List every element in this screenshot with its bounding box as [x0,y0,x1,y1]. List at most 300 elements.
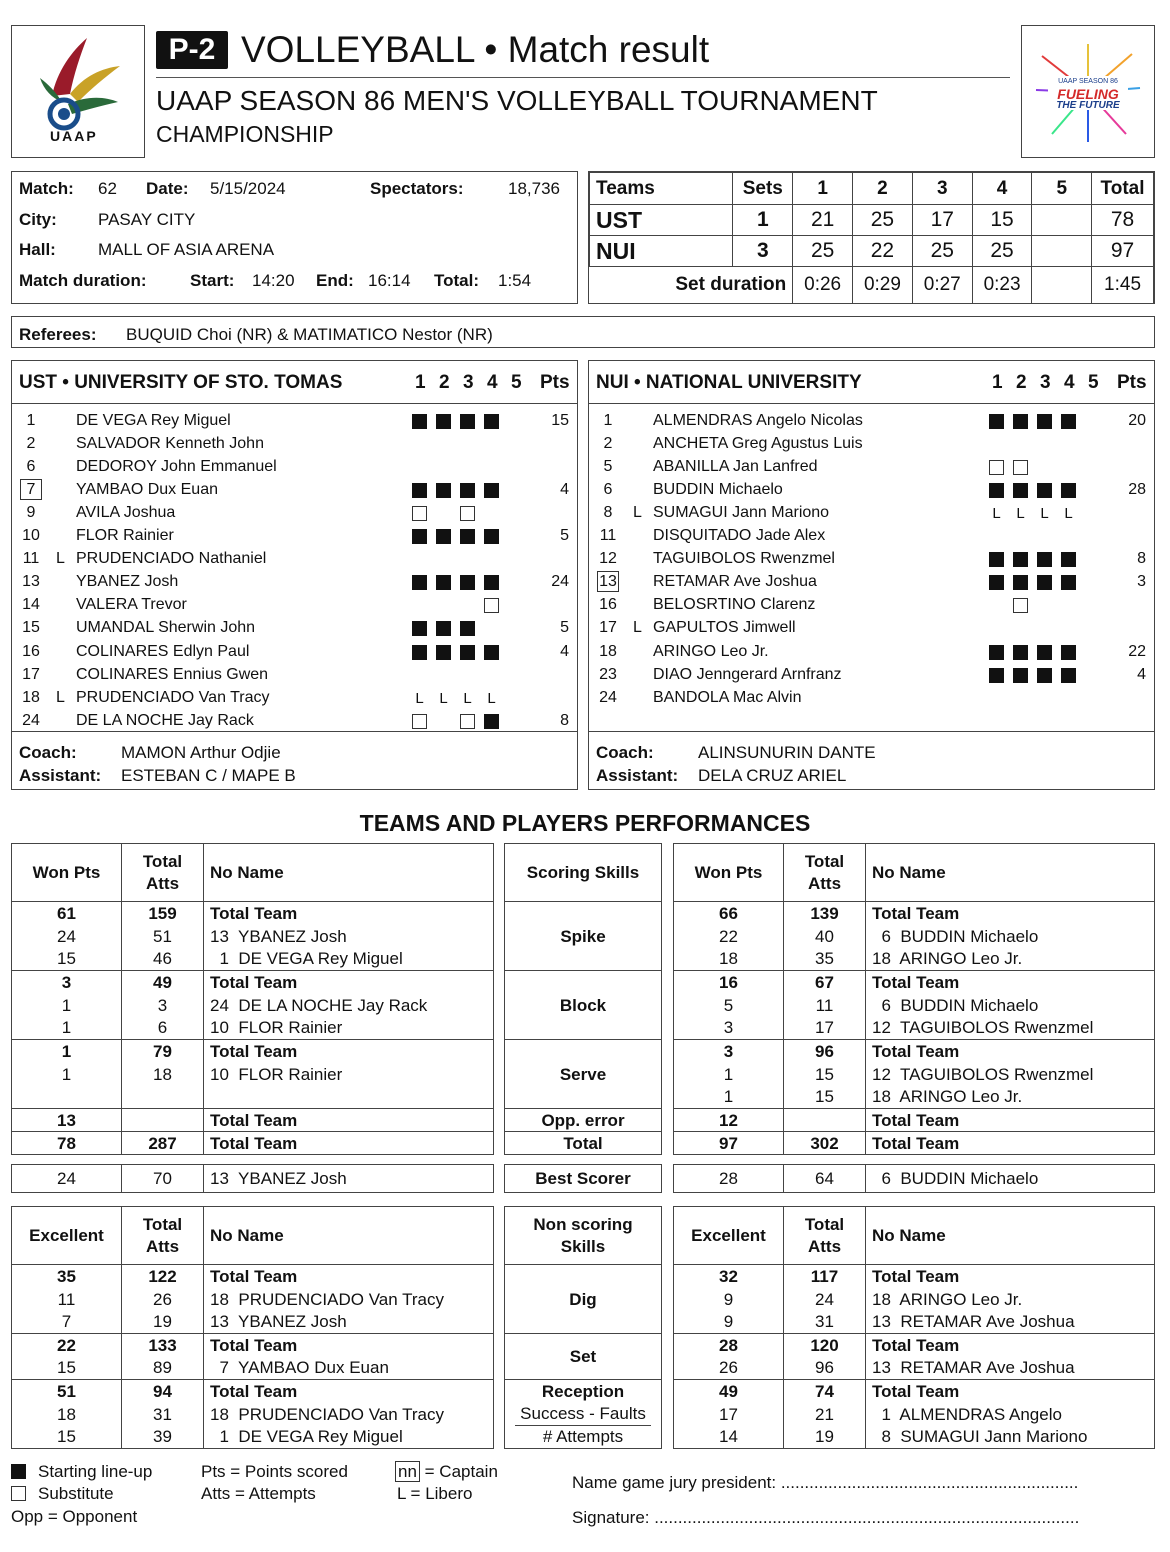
libero-flag: L [633,619,642,637]
starter-square-icon [1037,414,1052,429]
skill-row [505,1109,662,1132]
player-number: 9 [26,504,36,522]
set-duration-3: 0:27 [912,267,972,304]
stat-player: 13 RETAMAR Ave Joshua [866,1311,1155,1334]
stat-attempts: 15 [784,1086,866,1109]
skill-name: Spike [505,902,662,971]
page-title: VOLLEYBALL • Match result [241,29,710,70]
set-duration-2: 0:29 [853,267,913,304]
player-row [589,570,1154,593]
starter-square-icon [484,645,499,660]
title-divider [156,77,1010,78]
stat-attempts: 122 [122,1265,204,1288]
skill-name: Set [505,1334,662,1380]
roster-col-1: 1 [415,372,426,393]
stat-value: 13 [12,1109,122,1132]
starter-square-icon [989,645,1004,660]
best-scorer-player: 13 YBANEZ Josh [204,1165,494,1193]
roster-col-5: 5 [1088,372,1099,393]
nonscoring-table-nui [673,1206,1155,1449]
player-stat-row [12,1403,494,1426]
starter-square-icon [484,529,499,544]
stat-value: 1 [12,1063,122,1086]
city-label: City: [19,210,57,229]
best-scorer-label-row [505,1165,662,1193]
skill-row [505,902,662,971]
player-name: PRUDENCIADO Nathaniel [76,550,267,568]
score-set-4: 15 [972,205,1032,236]
player-name: DISQUITADO Jade Alex [653,527,826,545]
player-number: 2 [26,435,36,453]
stat-player: 13 YBANEZ Josh [204,1311,494,1334]
starter-square-icon [436,645,451,660]
starter-square-icon [1037,668,1052,683]
libero-mark: L [1040,505,1049,523]
player-row [12,432,577,455]
stat-value: 49 [674,1380,784,1403]
tournament-phase: CHAMPIONSHIP [156,121,334,147]
team-total-row [12,971,494,994]
starter-square-icon [436,621,451,636]
player-number: 13 [597,571,619,592]
stat-value: 17 [674,1403,784,1426]
stat-value: 7 [12,1311,122,1334]
player-row [12,709,577,732]
starter-square-icon [436,414,451,429]
stat-attempts: 11 [784,994,866,1017]
duration-label: Match duration: [19,271,147,290]
player-row [12,663,577,686]
column-header: Total Atts [784,1207,866,1265]
player-stat-row [12,1063,494,1086]
player-points: 8 [560,711,569,729]
player-number: 13 [22,573,40,591]
player-row [589,593,1154,616]
best-scorer-nui [673,1164,1155,1193]
team-total-row [674,902,1155,925]
stat-player: 12 TAGUIBOLOS Rwenzmel [866,1017,1155,1040]
starter-square-icon [484,483,499,498]
stat-attempts: 21 [784,1403,866,1426]
player-stat-row [12,925,494,948]
stat-player: 7 YAMBAO Dux Euan [204,1357,494,1380]
player-name: DEDOROY John Emmanuel [76,458,277,476]
stat-player: Total Team [866,1109,1155,1132]
set-duration-4: 0:23 [972,267,1032,304]
referees-bar [11,316,1155,348]
player-name: COLINARES Ennius Gwen [76,665,269,683]
stat-player: Total Team [204,1334,494,1357]
set-duration-row [590,267,1154,304]
coach-name: MAMON Arthur Odjie [121,743,281,762]
best-scorer-label: Best Scorer [505,1165,662,1193]
score-header-set4: 4 [972,173,1032,205]
stat-value: 11 [12,1288,122,1311]
coach-label: Coach: [19,743,77,762]
stat-attempts: 159 [122,902,204,925]
player-row [12,547,577,570]
player-points: 4 [560,642,569,660]
player-points: 15 [551,412,569,429]
legend-atts: Atts = Attempts [201,1484,316,1503]
stat-attempts: 79 [122,1040,204,1063]
player-number: 11 [22,550,40,568]
stat-value: 1 [12,994,122,1017]
stat-attempts: 120 [784,1334,866,1357]
starter-square-icon [1037,552,1052,567]
stat-attempts: 89 [122,1357,204,1380]
player-name: SUMAGUI Jann Mariono [653,504,830,522]
player-name: UMANDAL Sherwin John [76,619,256,637]
stat-attempts: 19 [122,1311,204,1334]
player-number: 5 [603,458,613,476]
season-logo [1021,25,1155,158]
player-stat-row [12,948,494,971]
starter-square-icon [1061,483,1076,498]
stat-player: Total Team [204,902,494,925]
player-name: DE VEGA Rey Miguel [76,412,231,429]
player-name: BELOSRTINO Clarenz [653,596,816,614]
score-set-2: 22 [853,236,913,267]
stat-value: 32 [674,1265,784,1288]
score-set-2: 25 [853,205,913,236]
stat-attempts: 94 [122,1380,204,1403]
score-set-1: 25 [793,236,853,267]
stat-attempts: 96 [784,1040,866,1063]
start-label: Start: [190,271,235,290]
stat-player: 10 FLOR Rainier [204,1063,494,1086]
player-row [589,432,1154,455]
stat-value: 61 [12,902,122,925]
starter-square-icon [412,575,427,590]
match-label: Match: [19,179,74,198]
assistant-name: DELA CRUZ ARIEL [698,766,847,785]
player-points: 24 [551,573,569,591]
player-number: 24 [599,688,617,706]
stat-value: 3 [674,1017,784,1040]
player-number: 1 [26,412,36,429]
libero-mark: L [1016,505,1025,523]
scoring-table-nui [673,843,1155,1155]
stat-attempts: 67 [784,971,866,994]
score-set-5 [1032,236,1092,267]
substitute-square-icon [1013,460,1028,475]
player-row [12,593,577,616]
skill-name [505,1380,662,1449]
stat-player: 18 ARINGO Leo Jr. [866,1086,1155,1109]
player-stat-row [674,1403,1155,1426]
player-stat-row [12,1288,494,1311]
stat-value: 15 [12,1426,122,1449]
best-scorer-player: 6 BUDDIN Michaelo [866,1165,1155,1193]
legend-starting [11,1460,152,1483]
player-row [12,409,577,432]
stat-value: 16 [674,971,784,994]
player-number: 24 [22,711,40,729]
team-total-row [12,1334,494,1357]
score-table [588,171,1155,304]
end-time: 16:14 [368,271,411,290]
team-total-row [674,1040,1155,1063]
starter-square-icon [989,483,1004,498]
starter-square-icon [1037,483,1052,498]
skill-name: Dig [505,1265,662,1334]
stat-player: Total Team [204,1040,494,1063]
score-set-1: 21 [793,205,853,236]
set-duration-1: 0:26 [793,267,853,304]
score-total: 78 [1092,205,1154,236]
stat-player: Total Team [866,1265,1155,1288]
player-stat-row [674,1086,1155,1109]
stat-attempts [784,1109,866,1132]
spectators-label: Spectators: [370,179,464,198]
stat-attempts: 40 [784,925,866,948]
team-roster-ust [11,360,578,790]
nonscoring-table-ust [11,1206,494,1449]
starter-square-icon [484,414,499,429]
stat-attempts: 26 [122,1288,204,1311]
starter-square-icon [460,529,475,544]
starter-square-icon [1013,575,1028,590]
stat-player: Total Team [866,902,1155,925]
stat-player: 1 ALMENDRAS Angelo [866,1403,1155,1426]
stat-attempts [122,1109,204,1132]
stat-attempts: 302 [784,1132,866,1155]
stat-attempts: 46 [122,948,204,971]
starter-square-icon [1013,668,1028,683]
libero-mark: L [439,689,448,707]
coach-name: ALINSUNURIN DANTE [698,743,876,762]
player-points: 5 [560,619,569,637]
player-points: 22 [1128,642,1146,660]
skill-line-sub: # Attempts [542,1426,624,1446]
libero-flag: L [56,550,65,568]
team-total-row [674,1380,1155,1403]
table-header-row [12,844,494,902]
stat-value: 24 [12,925,122,948]
skill-row [505,1040,662,1109]
scoring-skills-column [504,843,662,1155]
player-name: BUDDIN Michaelo [653,481,783,499]
stat-value: 3 [674,1040,784,1063]
score-header-set1: 1 [793,173,853,205]
stat-player: 1 DE VEGA Rey Miguel [204,1426,494,1449]
player-row [589,640,1154,663]
stat-attempts: 133 [122,1334,204,1357]
substitute-square-icon [11,1486,26,1501]
roster-col-2: 2 [1016,372,1027,393]
legend-substitute [11,1482,114,1505]
player-row [589,478,1154,501]
stat-value: 18 [674,948,784,971]
best-scorer-points: 24 [12,1165,122,1193]
player-number: 16 [22,642,40,660]
starter-square-icon [1013,483,1028,498]
roster-col-pts: Pts [540,372,570,393]
hall-label: Hall: [19,240,56,259]
stat-value: 15 [12,948,122,971]
player-stat-row [12,994,494,1017]
team-total-row [12,1265,494,1288]
table-header-row [12,1207,494,1265]
stat-player: 13 YBANEZ Josh [204,925,494,948]
player-row [589,616,1154,639]
set-duration-label: Set duration [590,267,793,304]
best-scorer-points: 28 [674,1165,784,1193]
substitute-square-icon [484,598,499,613]
stat-value: 35 [12,1265,122,1288]
referees-label: Referees: [19,325,97,344]
column-header: Won Pts [674,844,784,902]
substitute-square-icon [1013,598,1028,613]
stat-attempts: 35 [784,948,866,971]
stat-attempts: 49 [122,971,204,994]
team-total-row [12,902,494,925]
stat-player: Total Team [866,971,1155,994]
season-logo-line2: FUELING [1057,86,1119,102]
skill-name: Opp. error [505,1109,662,1132]
starter-square-icon [460,483,475,498]
stat-value: 5 [674,994,784,1017]
starter-square-icon [1013,414,1028,429]
column-header: No Name [204,1207,494,1265]
team-total-row [674,1132,1155,1155]
stat-player: Total Team [866,1380,1155,1403]
roster-header [589,361,1154,404]
player-name: PRUDENCIADO Van Tracy [76,688,270,706]
score-header-set2: 2 [853,173,913,205]
substitute-square-icon [460,714,475,729]
player-name: YAMBAO Dux Euan [76,481,218,499]
city-value: PASAY CITY [98,210,196,229]
starter-square-icon [989,668,1004,683]
player-number: 12 [599,550,617,568]
column-header: Won Pts [12,844,122,902]
player-number: 7 [20,479,42,500]
stat-attempts: 31 [122,1403,204,1426]
player-name: DE LA NOCHE Jay Rack [76,711,254,729]
column-header: No Name [866,844,1155,902]
best-scorer-row [12,1165,494,1193]
team-total-row [674,971,1155,994]
stat-value: 15 [12,1357,122,1380]
starter-square-icon [460,621,475,636]
starter-square-icon [412,645,427,660]
player-number: 16 [599,596,617,614]
player-row [589,501,1154,524]
starter-square-icon [1061,575,1076,590]
score-sets-won: 3 [733,236,793,267]
player-number: 18 [22,688,40,706]
player-points: 8 [1137,550,1146,568]
stat-attempts: 139 [784,902,866,925]
player-stat-row [674,1017,1155,1040]
score-row-ust [590,205,1154,236]
player-name: COLINARES Edlyn Paul [76,642,250,660]
player-name: VALERA Trevor [76,596,187,614]
libero-mark: L [415,689,424,707]
table-header-row [505,844,662,902]
stat-player: 24 DE LA NOCHE Jay Rack [204,994,494,1017]
player-row [12,524,577,547]
starter-square-icon [989,575,1004,590]
score-sets-won: 1 [733,205,793,236]
nonscoring-skills-column [504,1206,662,1449]
table-header-row [674,844,1155,902]
stat-player: 8 SUMAGUI Jann Mariono [866,1426,1155,1449]
score-total: 97 [1092,236,1154,267]
player-name: TAGUIBOLOS Rwenzmel [653,550,835,568]
starter-square-icon [1013,552,1028,567]
player-stat-row [12,1311,494,1334]
player-number: 17 [599,619,617,637]
best-scorer-attempts: 64 [784,1165,866,1193]
player-row [12,640,577,663]
player-name: ANCHETA Greg Agustus Luis [653,435,863,453]
starter-square-icon [436,529,451,544]
player-stat-row [674,925,1155,948]
stat-attempts: 17 [784,1017,866,1040]
set-duration-total: 1:45 [1092,267,1154,304]
starter-square-icon [484,575,499,590]
stat-attempts: 24 [784,1288,866,1311]
team-total-row [674,1109,1155,1132]
table-header-row [674,1207,1155,1265]
legend-substitute-text: Substitute [38,1484,114,1503]
end-label: End: [316,271,354,290]
column-header: Total Atts [784,844,866,902]
legend-opp: Opp = Opponent [11,1507,138,1526]
column-header: No Name [204,844,494,902]
match-date: 5/15/2024 [210,179,286,198]
stat-value: 9 [674,1311,784,1334]
roster-col-4: 4 [1064,372,1075,393]
roster-col-4: 4 [487,372,498,393]
starting-square-icon [11,1464,26,1479]
total-time: 1:54 [498,271,532,290]
starter-square-icon [436,575,451,590]
roster-col-1: 1 [992,372,1003,393]
column-header: Total Atts [122,844,204,902]
score-row-nui [590,236,1154,267]
score-header-teams: Teams [590,173,733,205]
skill-name: Block [505,971,662,1040]
stat-value: 1 [674,1063,784,1086]
stat-player: Total Team [866,1334,1155,1357]
total-label: Total: [434,271,480,290]
player-stat-row [12,1426,494,1449]
player-row [12,570,577,593]
spectators-count: 18,736 [508,179,560,198]
player-number: 23 [599,665,617,683]
substitute-square-icon [412,506,427,521]
player-points: 28 [1128,481,1146,499]
stat-attempts: 15 [784,1063,866,1086]
starter-square-icon [1061,645,1076,660]
player-name: ARINGO Leo Jr. [653,642,769,660]
season-logo-line1: UAAP SEASON 86 [1058,78,1118,85]
starter-square-icon [412,414,427,429]
player-row [589,409,1154,432]
skill-line-title: Reception [541,1381,625,1401]
stat-attempts: 31 [784,1311,866,1334]
player-row [589,455,1154,478]
starter-square-icon [1061,668,1076,683]
player-name: RETAMAR Ave Joshua [653,573,817,591]
stat-value: 12 [674,1109,784,1132]
starter-square-icon [1013,645,1028,660]
starter-square-icon [1061,414,1076,429]
